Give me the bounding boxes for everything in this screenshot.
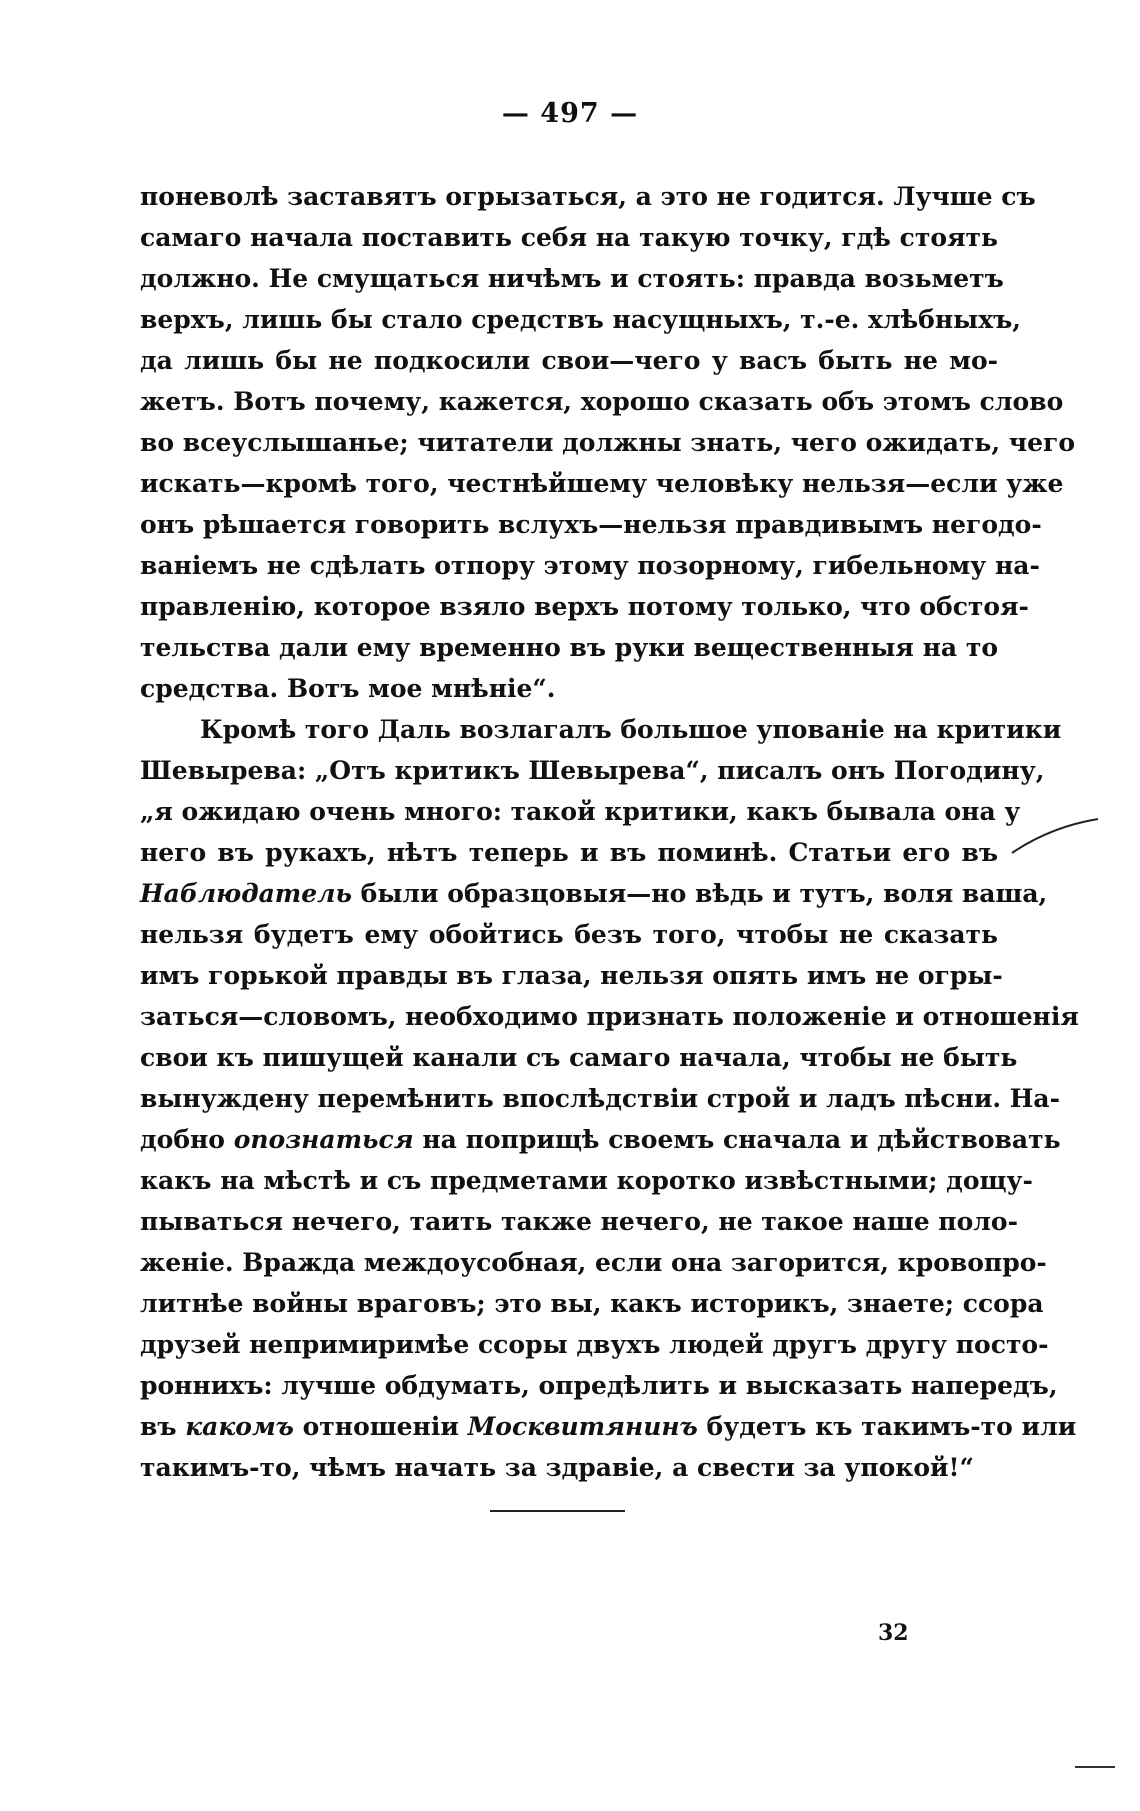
- text-segment: Шевырева: „Отъ критикъ Шевырева“, писалъ онъ Погодину,: [140, 756, 1045, 785]
- text-segment: отношеніи: [293, 1412, 468, 1441]
- text-line: [140, 955, 1003, 996]
- text-line: [140, 1283, 1044, 1324]
- text-line: [140, 176, 1036, 217]
- text-segment: добно: [140, 1125, 234, 1154]
- text-line: [140, 217, 998, 258]
- text-segment: правленію, которое взяло верхъ потому только, что обстоя-: [140, 592, 1029, 621]
- text-segment: ваніемъ не сдѣлать отпору этому позорному, гибельному на-: [140, 551, 1040, 580]
- text-line: [140, 463, 1064, 504]
- text-line: [140, 1078, 1060, 1119]
- text-segment: онъ рѣшается говорить вслухъ—нельзя правдивымъ негодо-: [140, 510, 1042, 539]
- text-segment: Кромѣ того Даль возлагалъ большое упованіе на критики: [200, 715, 1062, 744]
- closing-rule: [490, 1510, 625, 1512]
- text-segment: да лишь бы не подкосили свои—чего у васъ быть не мо-: [140, 346, 998, 375]
- text-line: [140, 1242, 1047, 1283]
- text-segment: пываться нечего, таить также нечего, не такое наше поло-: [140, 1207, 1018, 1236]
- text-segment: верхъ, лишь бы стало средствъ насущныхъ, т.-е. хлѣбныхъ,: [140, 305, 1021, 334]
- body-text: [140, 176, 1079, 1488]
- text-segment: друзей непримиримѣе ссоры двухъ людей другъ другу посто-: [140, 1330, 1049, 1359]
- text-line: [140, 1447, 998, 1488]
- text-segment: свои къ пишущей канали съ самаго начала, чтобы не быть: [140, 1043, 1018, 1072]
- text-line: [140, 627, 998, 668]
- text-segment: искать—кромѣ того, честнѣйшему человѣку нельзя—если уже: [140, 469, 1064, 498]
- text-segment: нельзя будетъ ему обойтись безъ того, чтобы не сказать: [140, 920, 998, 949]
- text-segment: самаго начала поставить себя на такую точку, гдѣ стоять: [140, 223, 998, 252]
- text-line: [140, 545, 1040, 586]
- text-line: [140, 1201, 1018, 1242]
- italic-text-segment: опознаться: [233, 1125, 414, 1154]
- edge-mark: [1075, 1766, 1115, 1768]
- text-segment: должно. Не смущаться ничѣмъ и стоять: правда возьметъ: [140, 264, 1004, 293]
- text-line: [140, 1324, 1049, 1365]
- text-segment: „я ожидаю очень много: такой критики, какъ бывала она у: [140, 797, 1021, 826]
- text-line: [140, 832, 998, 873]
- text-segment: будетъ къ такимъ-то или: [697, 1412, 1077, 1441]
- text-line: [140, 258, 1004, 299]
- italic-text-segment: Москвитянинъ: [467, 1412, 698, 1441]
- text-line: [140, 422, 1076, 463]
- text-segment: роннихъ: лучше обдумать, опредѣлить и высказать напередъ,: [140, 1371, 1058, 1400]
- margin-pencil-mark-icon: [1010, 815, 1100, 855]
- text-segment: въ: [140, 1412, 186, 1441]
- text-segment: такимъ-то, чѣмъ начать за здравіе, а свести за упокой!“: [140, 1453, 974, 1482]
- text-line: [140, 299, 1021, 340]
- text-segment: на поприщѣ своемъ сначала и дѣйствовать: [413, 1125, 1061, 1154]
- text-line: [140, 1365, 1058, 1406]
- text-line: [140, 504, 1042, 545]
- text-segment: были образцовыя—но вѣдь и тутъ, воля ваша,: [351, 879, 1048, 908]
- text-line: [140, 996, 1079, 1037]
- text-segment: имъ горькой правды въ глаза, нельзя опять имъ не огры-: [140, 961, 1003, 990]
- text-line: [140, 381, 1064, 422]
- page-number: — 497 —: [501, 98, 639, 129]
- text-segment: литнѣе войны враговъ; это вы, какъ историкъ, знаете; ссора: [140, 1289, 1044, 1318]
- text-segment: женіе. Вражда междоусобная, если она загорится, кровопро-: [140, 1248, 1047, 1277]
- italic-text-segment: какомъ: [185, 1412, 294, 1441]
- text-line: [140, 750, 1045, 791]
- text-segment: средства. Вотъ мое мнѣніе“.: [140, 674, 556, 703]
- text-segment: тельства дали ему временно въ руки вещественныя на то: [140, 633, 998, 662]
- text-segment: вынуждену перемѣнить впослѣдствіи строй и ладъ пѣсни. На-: [140, 1084, 1060, 1113]
- text-line: [140, 791, 1021, 832]
- text-line: [140, 586, 1029, 627]
- signature-mark: 32: [878, 1620, 909, 1646]
- text-segment: заться—словомъ, необходимо признать положеніе и отношенія: [140, 1002, 1079, 1031]
- text-line: [140, 668, 998, 709]
- text-line: [140, 1406, 1077, 1447]
- text-line: [140, 340, 998, 381]
- text-line: [140, 709, 1062, 750]
- italic-text-segment: Наблюдатель: [140, 879, 352, 908]
- text-segment: поневолѣ заставятъ огрызаться, а это не годится. Лучше съ: [140, 182, 1036, 211]
- text-segment: какъ на мѣстѣ и съ предметами коротко извѣстными; дощу-: [140, 1166, 1033, 1195]
- text-segment: жетъ. Вотъ почему, кажется, хорошо сказать объ этомъ слово: [140, 387, 1064, 416]
- text-segment: него въ рукахъ, нѣтъ теперь и въ поминѣ. Статьи его въ: [140, 838, 998, 867]
- text-line: [140, 873, 1048, 914]
- text-line: [140, 914, 998, 955]
- text-line: [140, 1037, 1018, 1078]
- text-line: [140, 1119, 1061, 1160]
- text-line: [140, 1160, 1033, 1201]
- text-segment: во всеуслышанье; читатели должны знать, чего ожидать, чего: [140, 428, 1076, 457]
